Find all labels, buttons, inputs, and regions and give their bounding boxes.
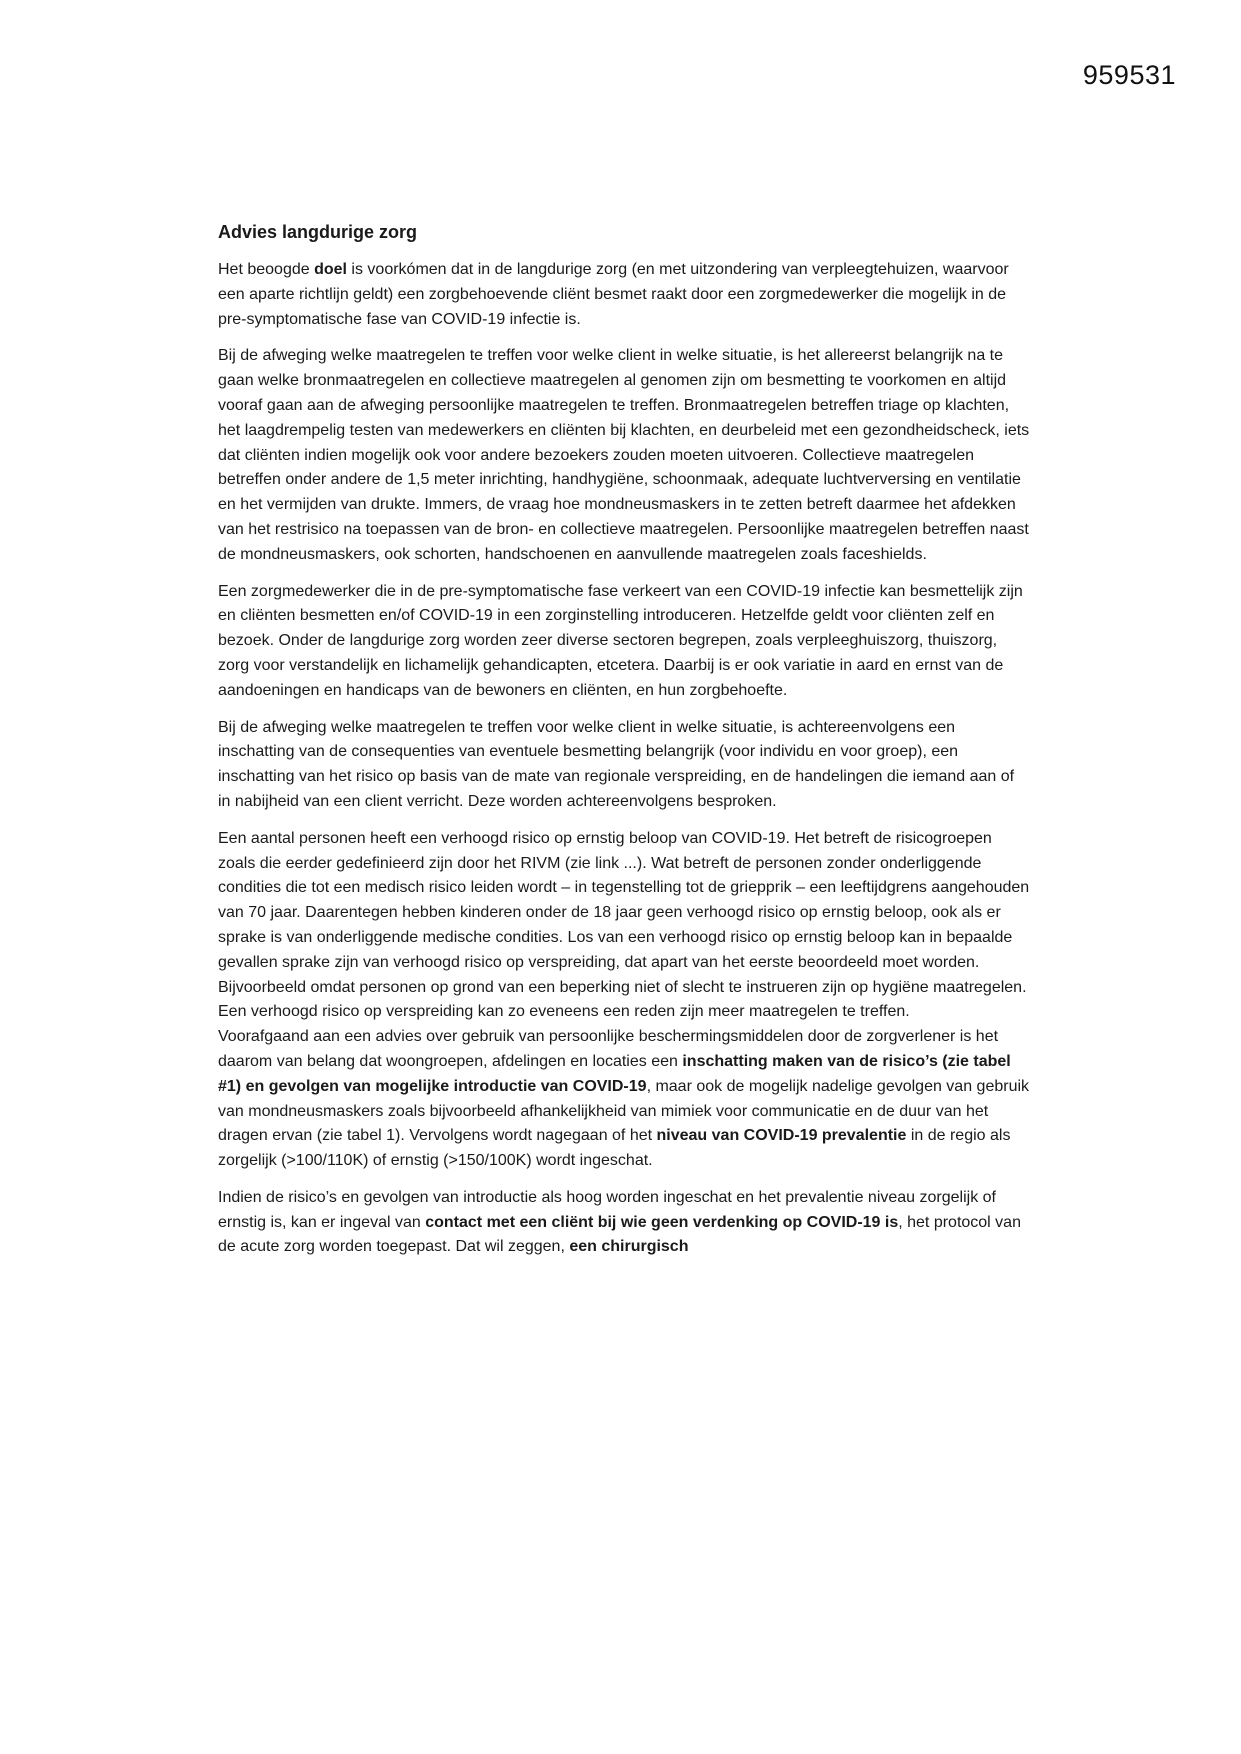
- bold-text-run: inschatting maken van de risico’s (zie tabel #1) en gevolgen van mogelijke introductie van COVID-19: [218, 1052, 1011, 1095]
- text-run: Voorafgaand aan een advies over gebruik van persoonlijke beschermingsmiddelen door de zorgverlener is het daarom van belang dat woongroepen, afdelingen en locaties een: [218, 1028, 999, 1070]
- text-run: in de regio als zorgelijk (>100/110K) of ernstig (>150/100K) wordt ingeschat.: [218, 1127, 1011, 1170]
- paragraph-zorgmedewerker: [218, 580, 1030, 704]
- document-number: 959531: [1082, 60, 1176, 90]
- text-run: is voorkómen dat in de langdurige zorg (en met uitzondering van verpleegtehuizen, waarvoor een aparte richtlijn geldt) een zorgbehoevende cliënt besmet raakt door een zorgmedewerker die mogelijk in de pre-symptomatische fase van COVID-19 infectie is.: [218, 261, 1009, 328]
- bold-text-run: een chirurgisch: [569, 1238, 689, 1256]
- bold-text-run: doel: [314, 261, 347, 278]
- text-run: Bij de afweging welke maatregelen te treffen voor welke client in welke situatie, is achtereenvolgens een inschatting van de consequenties van eventuele besmetting belangrijk (voor individu en voor groep), een inschatting van het risico op basis van de mate van regionale verspreiding, en de handelingen die iemand aan of in nabijheid van een client verricht. Deze worden achtereenvolgens besproken.: [218, 718, 1015, 810]
- document-body: [218, 220, 1030, 1272]
- paragraph-protocol: [218, 1186, 1030, 1260]
- bold-text-run: contact met een cliënt bij wie geen verdenking op COVID-19 is: [425, 1213, 899, 1231]
- text-run: Een aantal personen heeft een verhoogd risico op ernstig beloop van COVID-19. Het betreft de risicogroepen zoals die eerder gedefinieerd zijn door het RIVM (zie link ...). Wat betreft de personen zonder onderliggende condities die tot een medisch risico leiden wordt – in tegenstelling tot de griepprik – een leeftijdgrens aangehouden van 70 jaar. Daarentegen hebben kinderen onder de 18 jaar geen verhoogd risico op ernstig beloop, ook als er sprake is van onderliggende medische condities. Los van een verhoogd risico op ernstig beloop kan in bepaalde gevallen sprake zijn van verhoogd risico op verspreiding, dat apart van het eerste beoordeeld moet worden. Bijvoorbeeld omdat personen op grond van een beperking niet of slecht te instrueren zijn op hygiëne maatregelen. Een verhoogd risico op verspreiding kan zo eveneens een reden zijn meer maatregelen te treffen.: [218, 829, 1030, 1021]
- bold-text-run: niveau van COVID-19 prevalentie: [656, 1127, 907, 1145]
- paragraph-doel: [218, 258, 1030, 332]
- text-run: , het protocol van de acute zorg worden toegepast. Dat wil zeggen,: [218, 1213, 1021, 1256]
- text-run: Een zorgmedewerker die in de pre-symptomatische fase verkeert van een COVID-19 infectie kan besmettelijk zijn en cliënten besmetten en/of COVID-19 in een zorginstelling introduceren. Hetzelfde geldt voor cliënten zelf en bezoek. Onder de langdurige zorg worden zeer diverse sectoren begrepen, zoals verpleeghuiszorg, thuiszorg, zorg voor verstandelijk en lichamelijk gehandicapten, etcetera. Daarbij is er ook variatie in aard en ernst van de aandoeningen en handicaps van de bewoners en cliënten, en hun zorgbehoefte.: [218, 582, 1023, 699]
- document-title: Advies langdurige zorg: [218, 222, 418, 242]
- paragraph-afweging: [218, 716, 1030, 815]
- text-run: , maar ook de mogelijk nadelige gevolgen van gebruik van mondneusmaskers zoals bijvoorbeeld afhankelijkheid van mimiek voor communicatie en de duur van het dragen ervan (zie tabel 1). Vervolgens wordt nagegaan of het: [218, 1077, 1030, 1145]
- text-run: Indien de risico’s en gevolgen van introductie als hoog worden ingeschat en het prevalentie niveau zorgelijk of ernstig is, kan er ingeval van: [218, 1188, 996, 1231]
- text-run: Het beoogde: [218, 261, 315, 278]
- paragraph-risicogroepen: [218, 827, 1030, 1025]
- paragraph-bronmaatregelen: [218, 344, 1030, 567]
- paragraph-voorafgaand: [218, 1025, 1030, 1174]
- text-run: Bij de afweging welke maatregelen te treffen voor welke client in welke situatie, is het allereerst belangrijk na te gaan welke bronmaatregelen en collectieve maatregelen al genomen zijn om besmetting te voorkomen en altijd vooraf gaan aan de afweging persoonlijke maatregelen te treffen. Bronmaatregelen betreffen triage op klachten, het laagdrempelig testen van medewerkers en cliënten bij klachten, en deurbeleid met een gezondheidscheck, iets dat cliënten indien mogelijk ook voor andere bezoekers zouden moeten uitvoeren. Collectieve maatregelen betreffen onder andere de 1,5 meter inrichting, handhygiëne, schoonmaak, adequate luchtverversing en ventilatie en het vermijden van drukte. Immers, de vraag hoe mondneusmaskers in te zetten betreft daarmee het afdekken van het restrisico na toepassen van de bron- en collectieve maatregelen. Persoonlijke maatregelen betreffen naast de mondneusmaskers, ook schorten, handschoenen en aanvullende maatregelen zoals faceshields.: [218, 347, 1030, 563]
